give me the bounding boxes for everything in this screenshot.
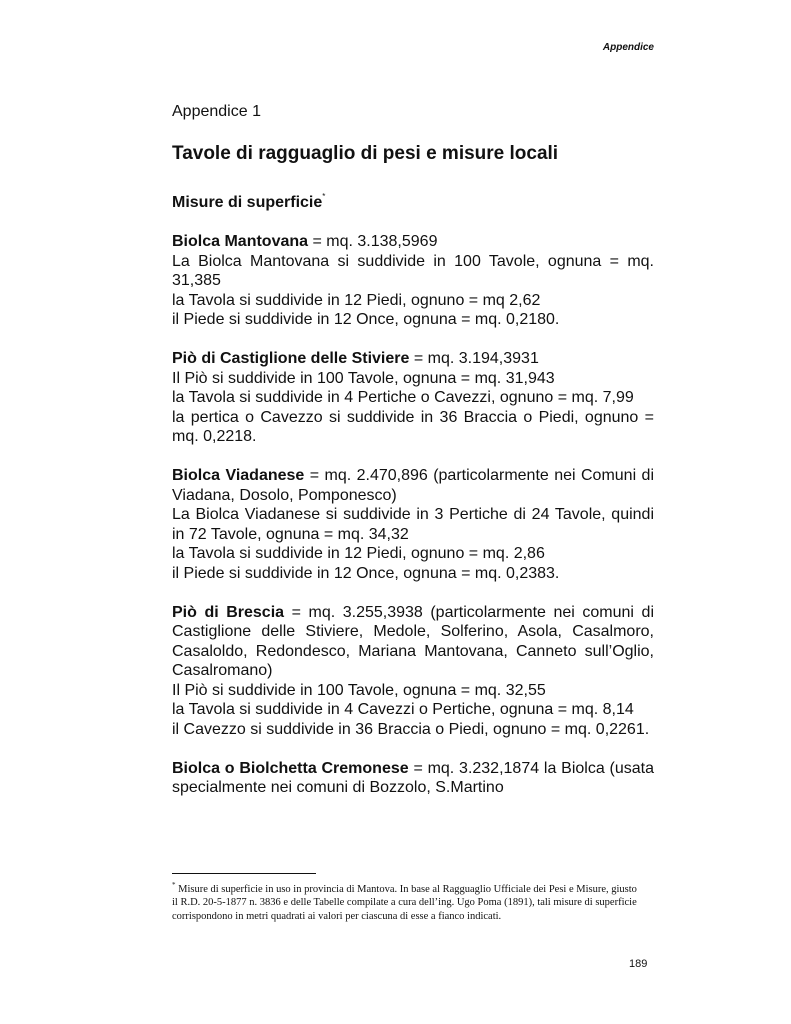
footnote-divider bbox=[172, 873, 316, 874]
entry-heading bbox=[172, 603, 654, 681]
main-content bbox=[172, 102, 654, 798]
entry-biolca-viadanese bbox=[172, 466, 654, 584]
entry-biolca-cremonese bbox=[172, 759, 654, 798]
entry-heading bbox=[172, 466, 654, 505]
entry-pio-castiglione bbox=[172, 349, 654, 447]
entry-heading bbox=[172, 232, 654, 252]
entry-line: la Tavola si suddivide in 4 Cavezzi o Pertiche, ognuna = mq. 8,14 bbox=[172, 701, 634, 719]
appendix-label: Appendice 1 bbox=[172, 103, 261, 120]
unit-name: Piò di Castiglione delle Stiviere bbox=[172, 349, 410, 367]
unit-value: = mq. 3.255,3938 (particolarmente nei comuni di Castiglione delle Stiviere, Medole, Solferino, Asola, Casalmoro, Casaloldo, Redondesco, Mariana Mantovana, Canneto sull’Oglio, Casalromano) bbox=[172, 603, 654, 680]
unit-name: Biolca o Biolchetta Cremonese bbox=[172, 759, 409, 777]
unit-name: Biolca Mantovana bbox=[172, 233, 309, 250]
section-title bbox=[172, 187, 654, 213]
entry-line: la Tavola si suddivide in 12 Piedi, ognuno = mq. 2,86 bbox=[172, 545, 545, 563]
unit-name: Biolca Viadanese bbox=[172, 466, 305, 484]
entry-line: la Tavola si suddivide in 12 Piedi, ognuno = mq 2,62 bbox=[172, 291, 541, 309]
entry-line: La Biolca Viadanese si suddivide in 3 Pertiche di 24 Tavole, quindi in 72 Tavole, ognuna = mq. 34,32 bbox=[172, 506, 654, 543]
footnote bbox=[172, 879, 642, 923]
footnote-reference: * bbox=[322, 192, 326, 201]
entry-biolca-mantovana bbox=[172, 232, 654, 330]
entry-pio-brescia bbox=[172, 603, 654, 740]
page-title: Tavole di ragguaglio di pesi e misure locali bbox=[172, 143, 559, 164]
running-head: Appendice bbox=[602, 42, 654, 53]
footnote-mark: * bbox=[172, 881, 176, 889]
page-number: 189 bbox=[629, 958, 648, 970]
entry-heading bbox=[172, 759, 654, 798]
entry-line: il Cavezzo si suddivide in 36 Braccia o Piedi, ognuno = mq. 0,2261. bbox=[172, 721, 650, 739]
entry-line: La Biolca Mantovana si suddivide in 100 Tavole, ognuna = mq. 31,385 bbox=[172, 252, 654, 290]
section-title-text: Misure di superficie bbox=[172, 194, 323, 211]
footnote-text: Misure di superficie in uso in provincia di Mantova. In base al Ragguaglio Ufficiale dei Pesi e Misure, giusto il R.D. 20-5-1877 n. 3836 e delle Tabelle compilate a cura dell’ing. Ugo Poma (1891), tali misure di superficie corrispondono in metri quadrati ai valori per ciascuna di esse a fianco indicati. bbox=[172, 884, 637, 922]
entry-line: Il Piò si suddivide in 100 Tavole, ognuna = mq. 32,55 bbox=[172, 681, 546, 699]
unit-value: = mq. 3.232,1874 la Biolca (usata specialmente nei comuni di Bozzolo, S.Martino bbox=[172, 759, 654, 797]
entry-line: il Piede si suddivide in 12 Once, ognuna = mq. 0,2180. bbox=[172, 311, 560, 329]
entry-line: la Tavola si suddivide in 4 Pertiche o Cavezzi, ognuno = mq. 7,99 bbox=[172, 389, 634, 407]
unit-name: Piò di Brescia bbox=[172, 603, 285, 621]
unit-value: = mq. 3.138,5969 bbox=[308, 233, 438, 250]
entry-line: il Piede si suddivide in 12 Once, ognuna = mq. 0,2383. bbox=[172, 564, 560, 582]
entry-line: la pertica o Cavezzo si suddivide in 36 Braccia o Piedi, ognuno = mq. 0,2218. bbox=[172, 408, 654, 446]
unit-value: = mq. 3.194,3931 bbox=[409, 349, 539, 367]
entry-line: Il Piò si suddivide in 100 Tavole, ognuna = mq. 31,943 bbox=[172, 369, 555, 387]
entry-heading bbox=[172, 349, 654, 369]
unit-value: = mq. 2.470,896 (particolarmente nei Comuni di Viadana, Dosolo, Pomponesco) bbox=[172, 466, 654, 504]
